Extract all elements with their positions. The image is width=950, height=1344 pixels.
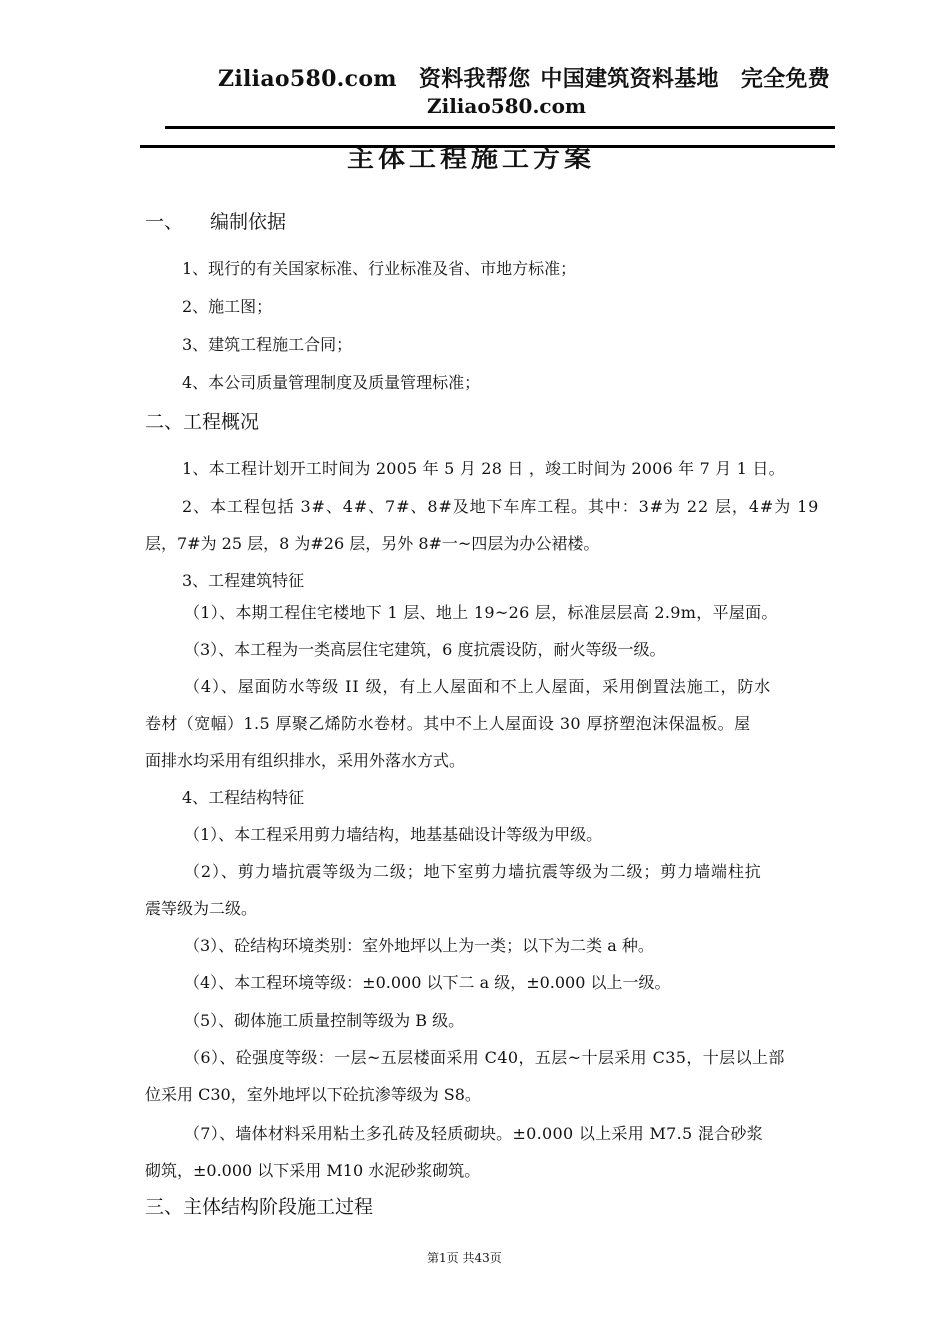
paragraph-line: （5）、砌体施工质量控制等级为 B 级。	[184, 1011, 465, 1030]
paragraph-line: 砌筑，±0.000 以下采用 M10 水泥砂浆砌筑。	[145, 1161, 481, 1180]
paragraph-line: （3）、砼结构环境类别：室外地坪以上为一类；以下为二类 a 种。	[184, 936, 654, 955]
list-item: 2、施工图；	[182, 297, 273, 316]
header-rule	[165, 126, 835, 129]
paragraph-line: （6）、砼强度等级：一层~五层楼面采用 C40，五层~十层采用 C35，十层以上部	[184, 1048, 785, 1067]
slogan-3: 完全免费	[740, 66, 831, 92]
list-item: 3、建筑工程施工合同；	[182, 335, 353, 354]
section-1-title: 编制依据	[210, 211, 287, 233]
paragraph-line: （3）、本工程为一类高层住宅建筑，6 度抗震设防，耐火等级一级。	[184, 640, 666, 659]
section-2-title: 二、工程概况	[145, 411, 260, 433]
document-title: 主体工程施工方案	[347, 145, 595, 173]
paragraph-line: 卷材（宽幅）1.5 厚聚乙烯防水卷材。其中不上人屋面设 30 厚挤塑泡沫保温板。屋	[145, 714, 751, 733]
paragraph-line: 位采用 C30，室外地坪以下砼抗渗等级为 S8。	[145, 1085, 481, 1104]
paragraph-line: 层，7#为 25 层，8 为#26 层，另外 8#一~四层为办公裙楼。	[145, 534, 600, 553]
paragraph-line: （1）、本期工程住宅楼地下 1 层、地上 19~26 层，标准层层高 2.9m，平屋面。	[184, 603, 778, 622]
paragraph-line: （2）、剪力墙抗震等级为二级；地下室剪力墙抗震等级为二级；剪力墙端柱抗	[184, 862, 762, 881]
page-header	[218, 62, 830, 93]
paragraph-line: （4）、屋面防水等级 II 级，有上人屋面和不上人屋面，采用倒置法施工，防水	[184, 677, 772, 696]
paragraph-line: （1）、本工程采用剪力墙结构，地基基础设计等级为甲级。	[184, 825, 603, 844]
paragraph-line: （7）、墙体材料采用粘土多孔砖及轻质砌块。±0.000 以上采用 M7.5 混合砂浆	[184, 1124, 764, 1143]
site-name: Ziliao580.com	[218, 66, 397, 92]
section-1-number: 一、	[145, 211, 184, 233]
slogan-1: 资料我帮您	[418, 66, 531, 92]
paragraph-line: 1、本工程计划开工时间为 2005 年 5 月 28 日 ，竣工时间为 2006 年 7 月 1 日。	[182, 459, 785, 478]
section-3-title: 三、主体结构阶段施工过程	[145, 1196, 374, 1218]
list-item: 1、现行的有关国家标准、行业标准及省、市地方标准；	[182, 259, 577, 278]
paragraph-line: 2、本工程包括 3#、4#、7#、8#及地下车库工程。其中：3#为 22 层，4#为 19	[182, 497, 820, 516]
slogan-2: 中国建筑资料基地	[540, 66, 719, 92]
list-item: 4、本公司质量管理制度及质量管理标准；	[182, 373, 481, 392]
paragraph-line: 震等级为二级。	[145, 899, 258, 918]
paragraph-line: 3、工程建筑特征	[182, 571, 305, 590]
page-footer: 第1页 共43页	[427, 1251, 502, 1265]
paragraph-line: （4）、本工程环境等级：±0.000 以下二 a 级，±0.000 以上一级。	[184, 973, 671, 992]
paragraph-line: 面排水均采用有组织排水，采用外落水方式。	[145, 751, 466, 770]
paragraph-line: 4、工程结构特征	[182, 788, 305, 807]
site-name-secondary: Ziliao580.com	[427, 94, 587, 118]
